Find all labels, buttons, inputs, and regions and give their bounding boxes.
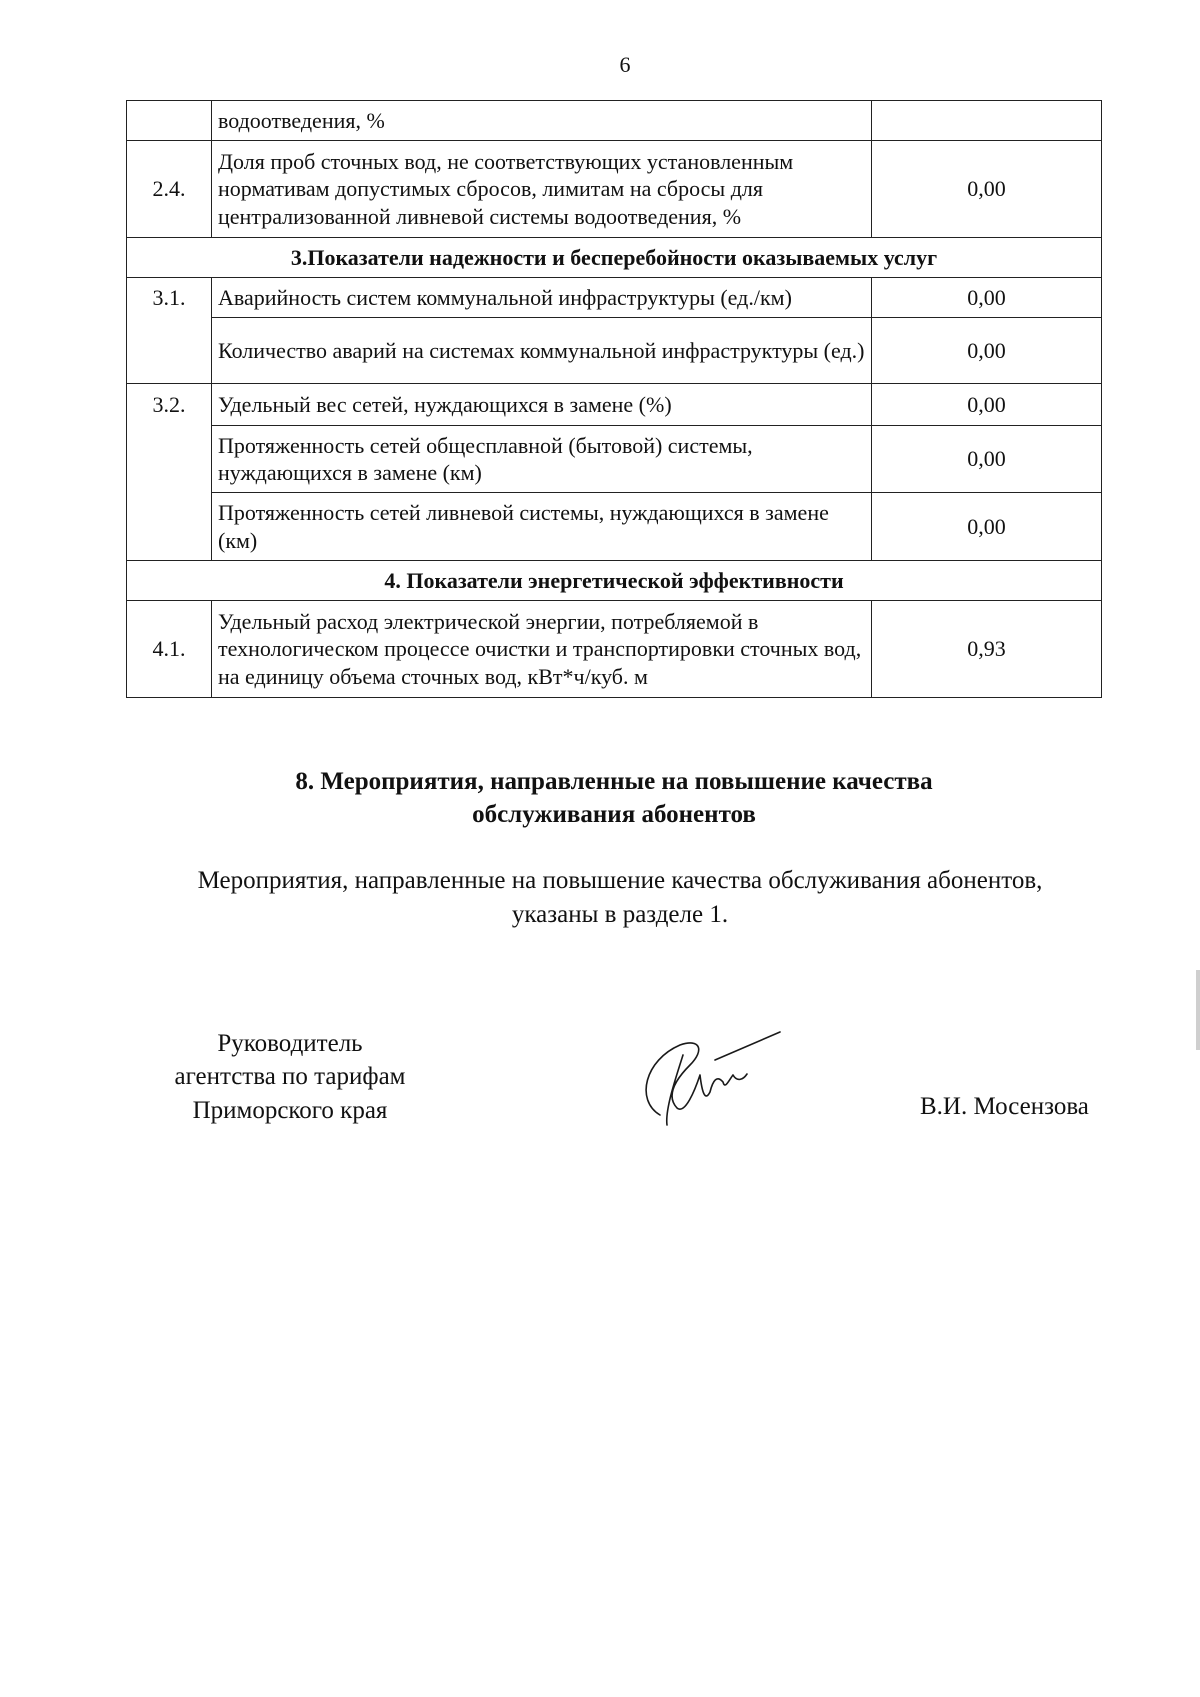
row-number-cell [127,318,212,384]
section-heading [126,766,1102,831]
row-number-cell [127,426,212,493]
section-paragraph [120,864,1120,932]
indicator-name-cell: Протяженность сетей ливневой системы, нуждающихся в замене (км) [212,493,872,561]
table-row [127,278,1102,318]
indicator-value-cell: 0,00 [872,493,1102,561]
table-row [127,601,1102,698]
section-paragraph-line-2: указаны в разделе 1. [511,900,729,928]
row-number-cell: 4.1. [127,601,212,698]
signer-name: В.И. Мосензова [920,1093,1089,1120]
row-number-cell: 2.4. [127,141,212,238]
table-section-row [127,238,1102,278]
section-title-cell: 3.Показатели надежности и бесперебойности оказываемых услуг [127,238,1102,278]
indicator-name-cell: водоотведения, % [212,101,872,141]
section-heading-line-1: 8. Мероприятия, направленные на повышение качества [295,768,933,795]
indicators-table-body [127,101,1102,698]
indicator-value-cell: 0,00 [872,141,1102,238]
table-row [127,426,1102,493]
table-section-row [127,561,1102,601]
table-row [127,101,1102,141]
indicator-value-cell [872,101,1102,141]
table-row [127,384,1102,426]
section-heading-line-2: обслуживания абонентов [472,800,756,828]
indicator-name-cell: Доля проб сточных вод, не соответствующих установленным нормативам допустимых сбросов, лимитам на сбросы для централизованной ливневой системы водоотведения, % [212,141,872,238]
indicator-name-cell: Протяженность сетей общесплавной (бытовой) системы, нуждающихся в замене (км) [212,426,872,493]
signer-title [140,1027,440,1127]
row-number-cell: 3.1. [127,278,212,318]
table-row [127,493,1102,561]
indicator-name-cell: Количество аварий на системах коммунальной инфраструктуры (ед.) [212,318,872,384]
table-row [127,141,1102,238]
table-row [127,318,1102,384]
row-number-cell [127,101,212,141]
row-number-cell: 3.2. [127,384,212,426]
row-number-cell [127,493,212,561]
section-title-cell: 4. Показатели энергетической эффективности [127,561,1102,601]
scan-edge-mark [1196,970,1200,1050]
signer-title-line-1: Руководитель [217,1030,363,1057]
indicator-name-cell: Удельный расход электрической энергии, потребляемой в технологическом процессе очистки и транспортировки сточных вод, на единицу объема сточных вод, кВт*ч/куб. м [212,601,872,698]
indicator-value-cell: 0,00 [872,278,1102,318]
page-number: 6 [619,52,631,77]
indicator-name-cell: Удельный вес сетей, нуждающихся в замене (%) [212,384,872,426]
indicators-table [126,100,1102,698]
indicator-value-cell: 0,93 [872,601,1102,698]
indicator-value-cell: 0,00 [872,384,1102,426]
signer-title-line-3: Приморского края [192,1096,388,1124]
section-paragraph-line-1: Мероприятия, направленные на повышение качества обслуживания абонентов, [197,867,1043,894]
indicator-value-cell: 0,00 [872,426,1102,493]
indicator-value-cell: 0,00 [872,318,1102,384]
signer-title-line-2: агентства по тарифам [174,1063,406,1091]
handwritten-signature [605,1020,785,1130]
indicator-name-cell: Аварийность систем коммунальной инфраструктуры (ед./км) [212,278,872,318]
